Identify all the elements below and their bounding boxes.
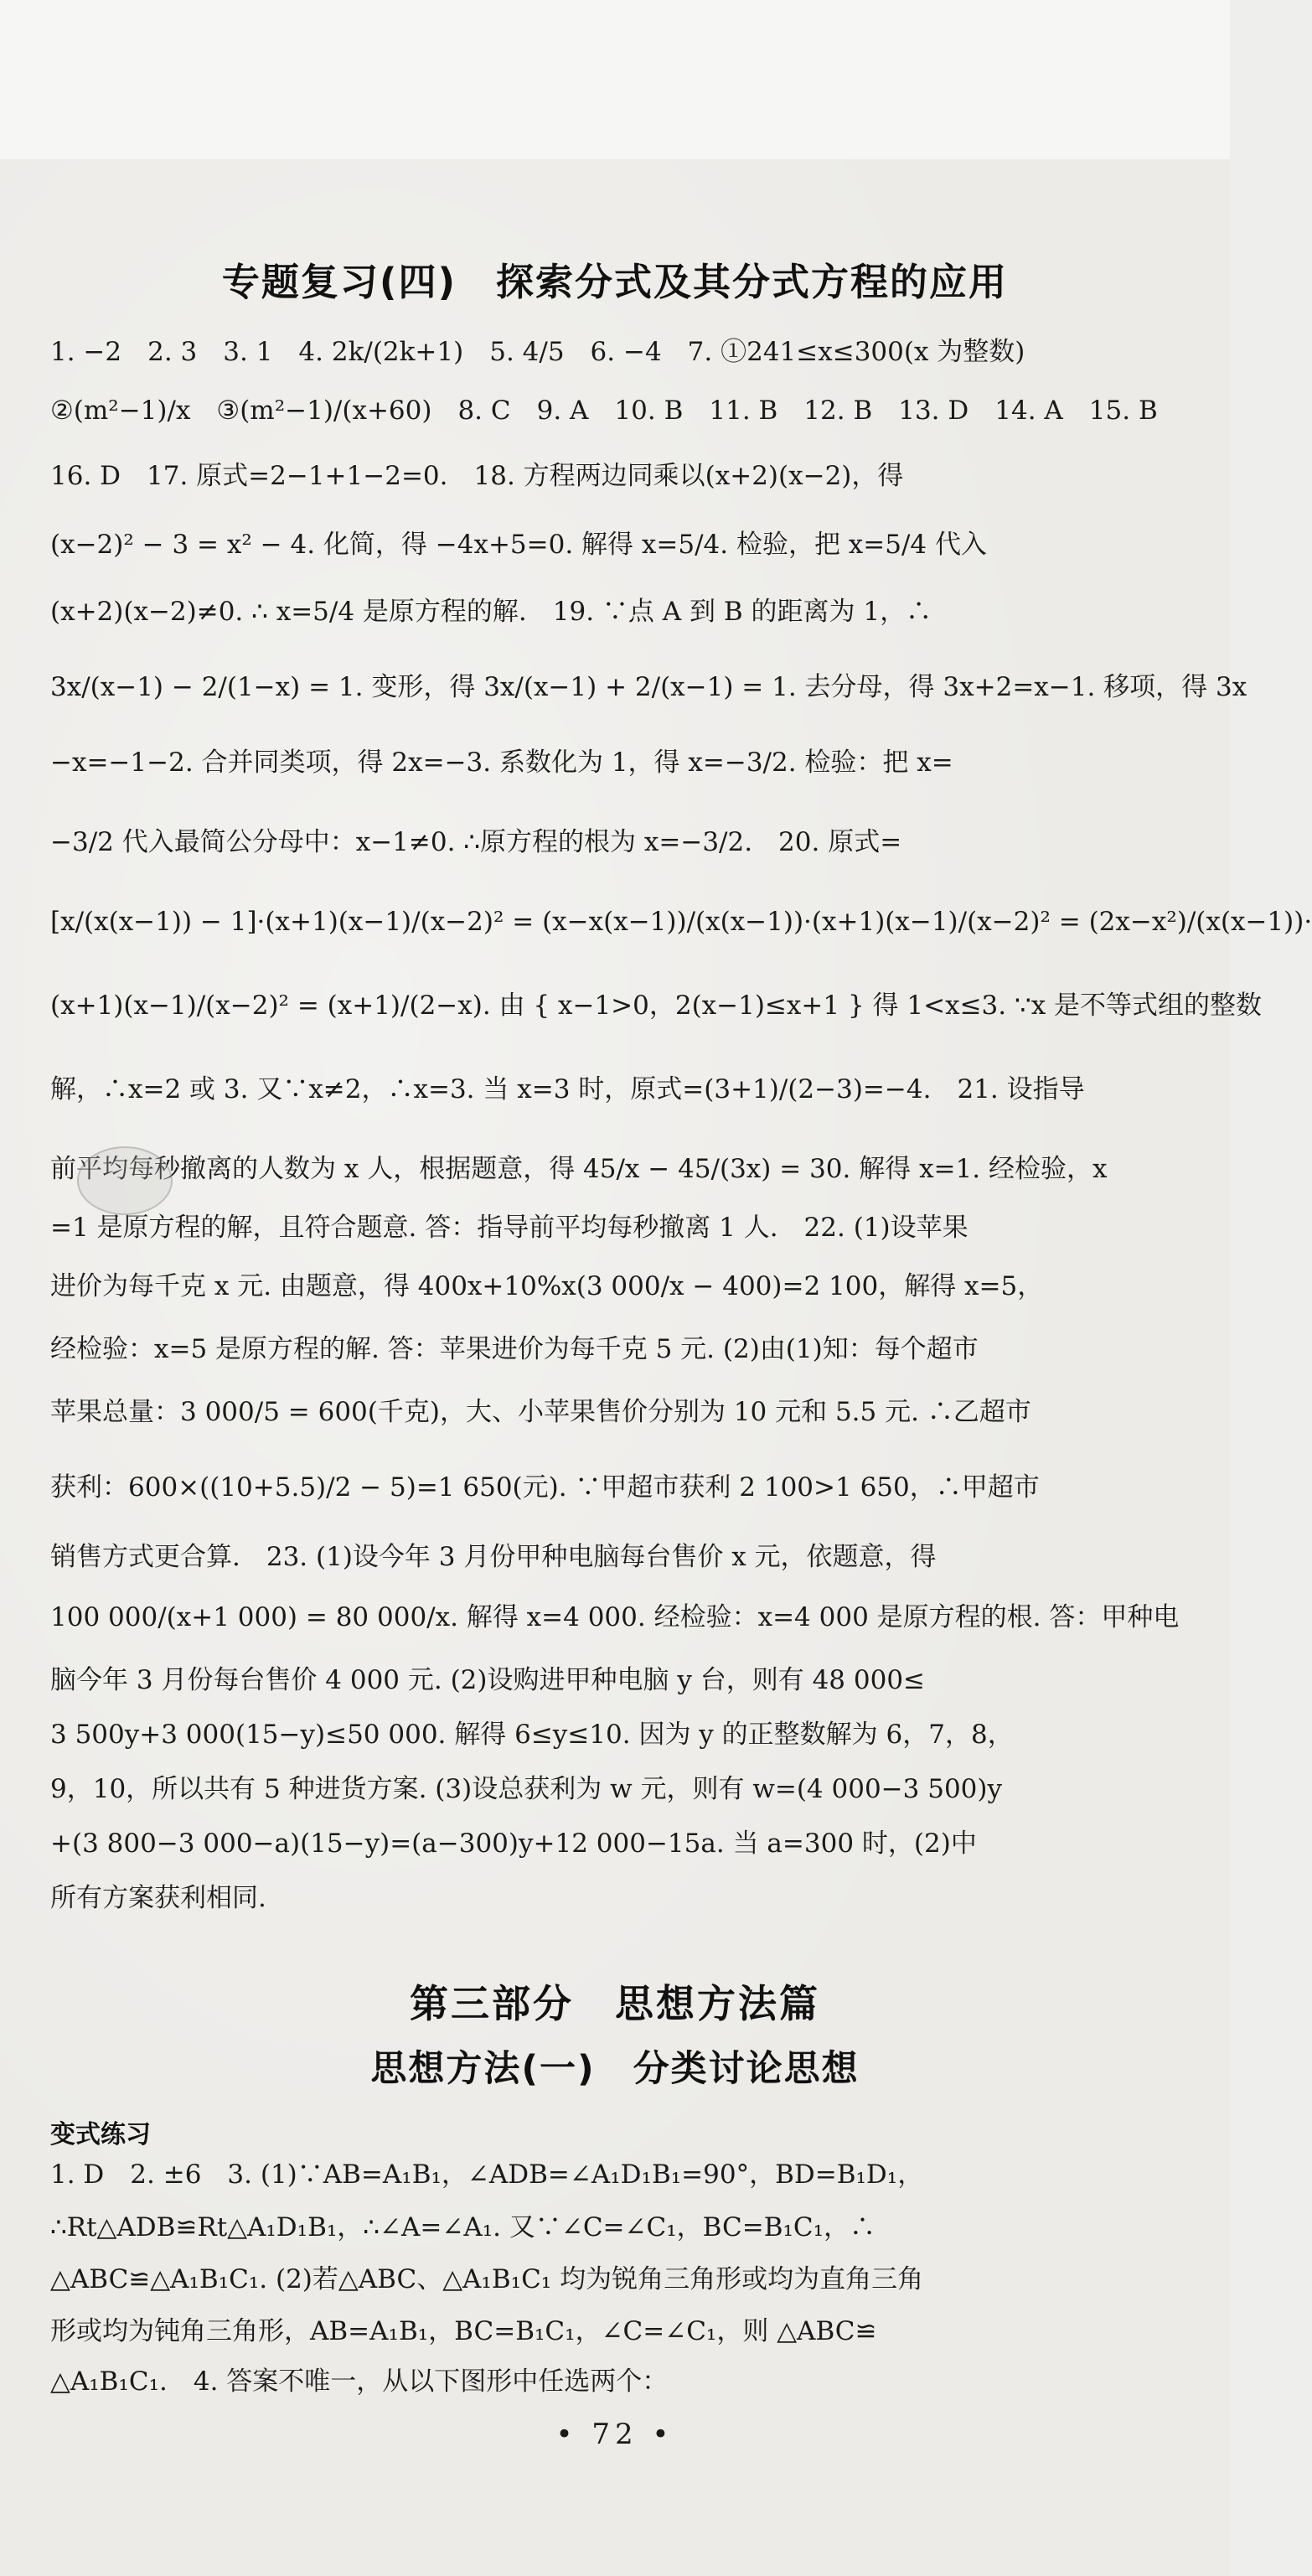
section-title: 专题复习(四) 探索分式及其分式方程的应用 — [221, 260, 1009, 304]
text-line: 获利：600×((10+5.5)/2 − 5)=1 650(元). ∵甲超市获利 2 100>1 650，∴甲超市 — [50, 1472, 1040, 1503]
text-line: =1 是原方程的解，且符合题意. 答：指导前平均每秒撤离 1 人. 22. (1)设苹果 — [50, 1213, 969, 1243]
text-line: 形或均为钝角三角形，AB=A₁B₁，BC=B₁C₁，∠C=∠C₁，则 △ABC≌ — [50, 2316, 877, 2346]
part-title: 第三部分 思想方法篇 — [410, 1981, 820, 2026]
text-line: 苹果总量：3 000/5 = 600(千克)，大、小苹果售价分别为 10 元和 5.5 元. ∴乙超市 — [50, 1397, 1031, 1427]
text-line: 脑今年 3 月份每台售价 4 000 元. (2)设购进甲种电脑 y 台，则有 48 000≤ — [50, 1665, 926, 1695]
text-line: 经检验：x=5 是原方程的解. 答：苹果进价为每千克 5 元. (2)由(1)知：每个超市 — [50, 1334, 979, 1364]
text-line: 进价为每千克 x 元. 由题意，得 400x+10%x(3 000/x − 400)=2 100，解得 x=5， — [50, 1271, 1044, 1301]
exercise-label: 变式练习 — [50, 2120, 151, 2149]
text-line: 所有方案获利相同. — [50, 1883, 266, 1913]
method-title: 思想方法(一) 分类讨论思想 — [370, 2048, 860, 2090]
text-line: 16. D 17. 原式=2−1+1−2=0. 18. 方程两边同乘以(x+2)(x−2)，得 — [50, 461, 904, 491]
top-margin — [0, 0, 1230, 159]
text-line: 前平均每秒撤离的人数为 x 人，根据题意，得 45/x − 45/(3x) = 30. 解得 x=1. 经检验，x — [50, 1154, 1108, 1184]
text-line: 销售方式更合算. 23. (1)设今年 3 月份甲种电脑每台售价 x 元，依题意，得 — [50, 1542, 937, 1572]
text-line: 100 000/(x+1 000) = 80 000/x. 解得 x=4 000. 经检验：x=4 000 是原方程的根. 答：甲种电 — [50, 1602, 1180, 1632]
text-line: 3 500y+3 000(15−y)≤50 000. 解得 6≤y≤10. 因为 y 的正整数解为 6，7，8， — [50, 1720, 1014, 1750]
text-line: 1. −2 2. 3 3. 1 4. 2k/(2k+1) 5. 4/5 6. −4 7. ①241≤x≤300(x 为整数) — [50, 337, 1025, 367]
text-line: −3/2 代入最简公分母中：x−1≠0. ∴原方程的根为 x=−3/2. 20. 原式= — [50, 827, 902, 857]
text-line: (x+2)(x−2)≠0. ∴ x=5/4 是原方程的解. 19. ∵点 A 到 B 的距离为 1，∴ — [50, 597, 932, 627]
text-line: 解，∴x=2 或 3. 又∵x≠2，∴x=3. 当 x=3 时，原式=(3+1)/(2−3)=−4. 21. 设指导 — [50, 1074, 1085, 1104]
text-line: (x+1)(x−1)/(x−2)² = (x+1)/(2−x). 由 { x−1>0，2(x−1)≤x+1 } 得 1<x≤3. ∵x 是不等式组的整数 — [50, 991, 1263, 1021]
text-line: △ABC≌△A₁B₁C₁. (2)若△ABC、△A₁B₁C₁ 均为锐角三角形或均为直角三角 — [50, 2264, 924, 2294]
text-line: 1. D 2. ±6 3. (1)∵AB=A₁B₁，∠ADB=∠A₁D₁B₁=90°，BD=B₁D₁， — [50, 2160, 924, 2190]
faded-stamp-mark — [77, 1146, 173, 1215]
text-line: 9，10，所以共有 5 种进货方案. (3)设总获利为 w 元，则有 w=(4 000−3 500)y — [50, 1774, 1002, 1804]
text-line: −x=−1−2. 合并同类项，得 2x=−3. 系数化为 1，得 x=−3/2. 检验：把 x= — [50, 747, 953, 778]
page-number: • 72 • — [555, 2418, 674, 2451]
text-line: [x/(x(x−1)) − 1]·(x+1)(x−1)/(x−2)² = (x−x(x−1))/(x(x−1))·(x+1)(x−1)/(x−2)² = (2x−x²)/(x(x−1))· — [50, 907, 1312, 937]
text-line: △A₁B₁C₁. 4. 答案不唯一，从以下图形中任选两个： — [50, 2367, 669, 2397]
text-line: ②(m²−1)/x ③(m²−1)/(x+60) 8. C 9. A 10. B 11. B 12. B 13. D 14. A 15. B — [50, 396, 1158, 426]
text-line: 3x/(x−1) − 2/(1−x) = 1. 变形，得 3x/(x−1) + 2/(x−1) = 1. 去分母，得 3x+2=x−1. 移项，得 3x — [50, 672, 1247, 702]
text-line: +(3 800−3 000−a)(15−y)=(a−300)y+12 000−15a. 当 a=300 时，(2)中 — [50, 1829, 977, 1859]
text-line: ∴Rt△ADB≌Rt△A₁D₁B₁，∴∠A=∠A₁. 又∵∠C=∠C₁，BC=B₁C₁，∴ — [50, 2212, 876, 2242]
text-line: (x−2)² − 3 = x² − 4. 化简，得 −4x+5=0. 解得 x=5/4. 检验，把 x=5/4 代入 — [50, 530, 988, 560]
